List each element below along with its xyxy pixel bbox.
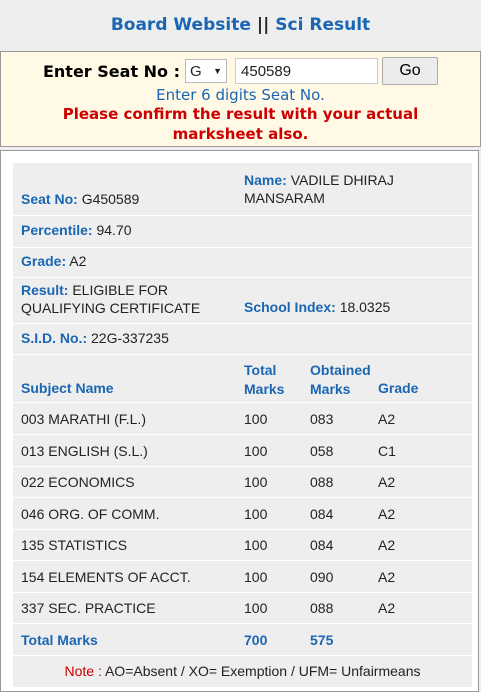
seat-hint-text: Enter 6 digits Seat No. — [156, 86, 325, 104]
total-marks: 100 — [244, 537, 268, 553]
percentile — [21, 222, 132, 238]
divider — [13, 215, 472, 216]
seat-number — [21, 191, 139, 207]
school-index-value: 18.0325 — [339, 299, 391, 315]
divider — [13, 247, 472, 248]
seat-number-label: Enter Seat No : — [42, 61, 181, 81]
subject-name: 337 SEC. PRACTICE — [21, 600, 156, 616]
seat-prefix-value: G — [190, 62, 202, 80]
total-marks-label: Total Marks — [21, 632, 98, 648]
grade-value: A2 — [69, 253, 87, 269]
divider — [13, 323, 472, 324]
table-row — [13, 498, 472, 529]
name-value-line-2: MANSARAM — [244, 190, 325, 206]
subject-grade: A2 — [378, 537, 396, 553]
result-value-line-2: QUALIFYING CERTIFICATE — [21, 300, 201, 316]
total-marks: 100 — [244, 600, 268, 616]
total-marks-row — [13, 624, 472, 655]
total-marks: 100 — [244, 506, 268, 522]
legend-note — [13, 663, 472, 679]
school-index-label: School Index: — [244, 299, 336, 315]
total-marks: 100 — [244, 569, 268, 585]
sid-value: 22G-337235 — [91, 330, 169, 346]
result-card — [13, 163, 472, 687]
obtained-marks: 058 — [310, 443, 334, 459]
board-website-link[interactable]: Board Website — [110, 15, 251, 35]
warning-line-1: Please confirm the result with your actual — [62, 105, 419, 123]
go-button[interactable]: Go — [382, 57, 438, 85]
name-value-line-1: VADILE DHIRAJ — [290, 172, 394, 188]
total-marks-header — [244, 361, 284, 399]
divider — [13, 354, 472, 355]
seat-number-input[interactable] — [235, 58, 378, 84]
result-status — [21, 281, 200, 317]
dropdown-arrow-icon: ▼ — [213, 66, 223, 76]
table-row — [13, 435, 472, 466]
subject-grade: A2 — [378, 411, 396, 427]
seat-label: Seat No: — [21, 191, 78, 207]
percentile-label: Percentile: — [21, 222, 93, 238]
sid-label: S.I.D. No.: — [21, 330, 88, 346]
school-index — [244, 299, 390, 315]
subject-name: 013 ENGLISH (S.L.) — [21, 443, 148, 459]
obtained-marks: 083 — [310, 411, 334, 427]
top-links-bar — [0, 0, 481, 50]
obtained-marks: 084 — [310, 537, 334, 553]
subject-grade: A2 — [378, 600, 396, 616]
seat-prefix-select[interactable] — [185, 59, 227, 83]
obtained-header-line-1: Obtained — [310, 362, 371, 378]
name-label: Name: — [244, 172, 287, 188]
subject-grade: C1 — [378, 443, 396, 459]
sid-number — [21, 330, 169, 346]
obtained-marks: 088 — [310, 600, 334, 616]
link-separator: || — [256, 15, 270, 35]
table-row — [13, 466, 472, 497]
total-header-line-2: Marks — [244, 381, 285, 397]
total-marks-total: 700 — [244, 632, 268, 648]
subject-name: 046 ORG. OF COMM. — [21, 506, 160, 522]
seat-value: G450589 — [81, 191, 140, 207]
result-panel — [0, 150, 479, 692]
grade — [21, 253, 86, 269]
obtained-marks: 090 — [310, 569, 334, 585]
total-header-line-1: Total — [244, 362, 277, 378]
seat-number-form — [0, 51, 481, 147]
total-marks-obtained: 575 — [310, 632, 334, 648]
subject-name: 154 ELEMENTS OF ACCT. — [21, 569, 191, 585]
obtained-marks: 084 — [310, 506, 334, 522]
subject-name-header: Subject Name — [21, 380, 114, 396]
obtained-header-line-2: Marks — [310, 381, 351, 397]
table-row — [13, 529, 472, 560]
subject-grade: A2 — [378, 474, 396, 490]
student-name — [244, 171, 394, 207]
grade-label: Grade: — [21, 253, 67, 269]
note-label: Note : — [64, 663, 102, 679]
warning-line-2: marksheet also. — [172, 125, 309, 143]
table-row — [13, 592, 472, 623]
subject-name: 003 MARATHI (F.L.) — [21, 411, 146, 427]
divider — [13, 655, 472, 656]
note-text: AO=Absent / XO= Exemption / UFM= Unfairmeans — [104, 663, 421, 679]
divider — [13, 277, 472, 278]
subject-name: 135 STATISTICS — [21, 537, 128, 553]
subject-grade: A2 — [378, 506, 396, 522]
table-row — [13, 403, 472, 434]
table-row — [13, 561, 472, 592]
obtained-marks-header — [310, 361, 371, 399]
grade-header: Grade — [378, 380, 419, 396]
total-marks: 100 — [244, 474, 268, 490]
sci-result-link[interactable]: Sci Result — [275, 15, 371, 35]
total-marks: 100 — [244, 411, 268, 427]
subject-grade: A2 — [378, 569, 396, 585]
total-marks: 100 — [244, 443, 268, 459]
subject-name: 022 ECONOMICS — [21, 474, 135, 490]
result-value-line-1: ELIGIBLE FOR — [72, 282, 169, 298]
result-label: Result: — [21, 282, 69, 298]
percentile-value: 94.70 — [96, 222, 132, 238]
obtained-marks: 088 — [310, 474, 334, 490]
